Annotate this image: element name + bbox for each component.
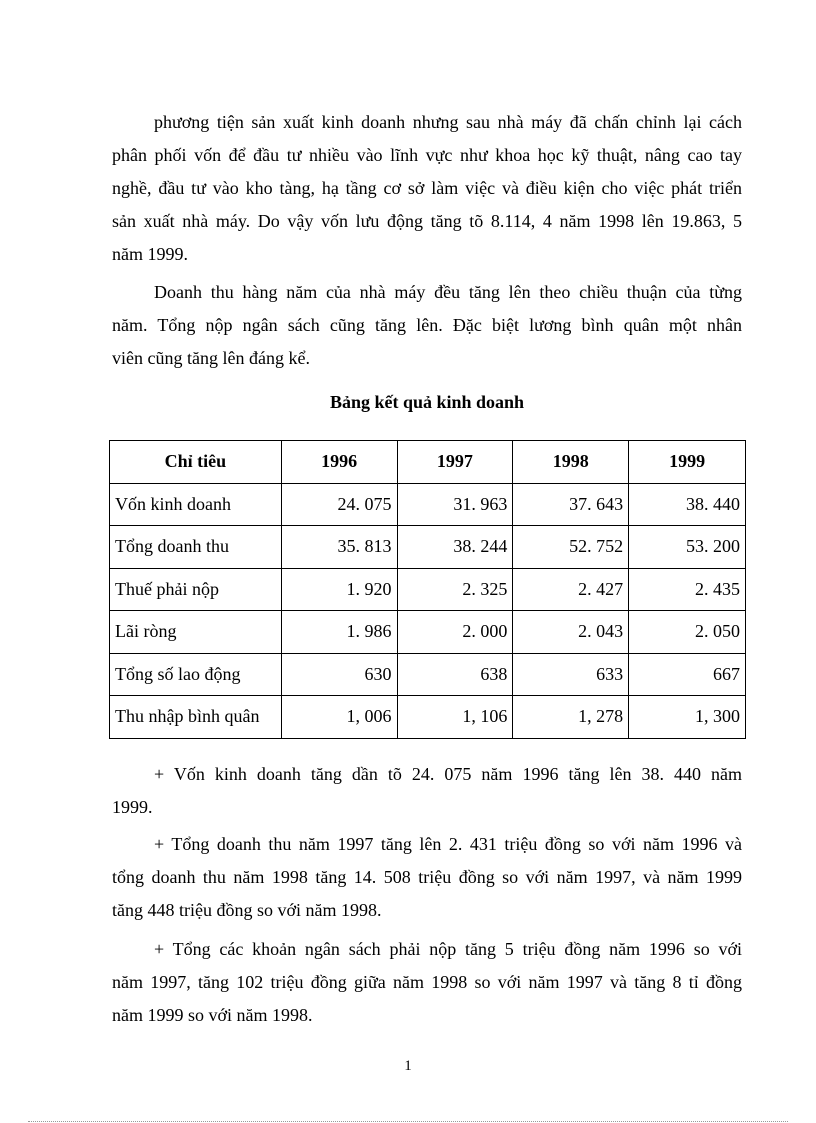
header-1999: 1999: [629, 441, 746, 484]
cell-value: 2. 427: [513, 568, 629, 611]
revenue-line-1: Doanh thu hàng năm của nhà máy đều tăng lên theo chiều thuận của từng: [154, 282, 742, 302]
cell-value: 53. 200: [629, 526, 746, 569]
cell-value: 2. 435: [629, 568, 746, 611]
note-2-line-1: + Tổng doanh thu năm 1997 tăng lên 2. 431 triệu đồng so với năm 1996 và: [154, 834, 742, 854]
note-3-line-2: năm 1997, tăng 102 triệu đồng giữa năm 1998 so với năm 1997 và tăng 8 tỉ đồng: [112, 972, 742, 992]
cell-value: 38. 440: [629, 483, 746, 526]
cell-value: 31. 963: [397, 483, 513, 526]
cell-value: 35. 813: [281, 526, 397, 569]
cell-value: 1, 006: [281, 696, 397, 739]
header-1997: 1997: [397, 441, 513, 484]
note-1-line-1: + Vốn kinh doanh tăng dần tõ 24. 075 năm 1996 tăng lên 38. 440 năm: [154, 764, 742, 784]
note-1-line-2: 1999.: [112, 797, 153, 817]
cell-value: 24. 075: [281, 483, 397, 526]
cell-value: 633: [513, 653, 629, 696]
note-capital: [112, 758, 742, 824]
header-indicator: Chỉ tiêu: [110, 441, 282, 484]
table-row: [110, 653, 746, 696]
table-row: [110, 611, 746, 654]
cell-value: 1, 106: [397, 696, 513, 739]
row-label: Lãi ròng: [110, 611, 282, 654]
page-number: 1: [404, 1058, 412, 1074]
note-budget: [112, 933, 742, 1032]
cell-value: 1. 920: [281, 568, 397, 611]
table-row: [110, 526, 746, 569]
cell-value: 667: [629, 653, 746, 696]
page-bottom-divider: [28, 1121, 788, 1122]
row-label: Tổng số lao động: [110, 653, 282, 696]
intro-line-5: năm 1999.: [112, 244, 188, 264]
revenue-line-2: năm. Tổng nộp ngân sách cũng tăng lên. Đặc biệt lương bình quân một nhân: [112, 315, 742, 335]
cell-value: 38. 244: [397, 526, 513, 569]
cell-value: 2. 050: [629, 611, 746, 654]
row-label: Tổng doanh thu: [110, 526, 282, 569]
revenue-paragraph: [112, 276, 742, 375]
note-revenue: [112, 828, 742, 927]
table-row: [110, 568, 746, 611]
note-2-line-2: tổng doanh thu năm 1998 tăng 14. 508 triệu đồng so với năm 1997, và năm 1999: [112, 867, 742, 887]
intro-line-1: phương tiện sản xuất kinh doanh nhưng sau nhà máy đã chấn chỉnh lại cách: [154, 112, 742, 132]
header-1996: 1996: [281, 441, 397, 484]
cell-value: 1, 300: [629, 696, 746, 739]
cell-value: 2. 325: [397, 568, 513, 611]
intro-paragraph: [112, 106, 742, 271]
business-results-table: [109, 440, 746, 739]
table-row: [110, 696, 746, 739]
cell-value: 1, 278: [513, 696, 629, 739]
cell-value: 37. 643: [513, 483, 629, 526]
cell-value: 2. 043: [513, 611, 629, 654]
note-3-line-1: + Tổng các khoản ngân sách phải nộp tăng 5 triệu đồng năm 1996 so với: [154, 939, 742, 959]
cell-value: 52. 752: [513, 526, 629, 569]
intro-line-4: sản xuất nhà máy. Do vậy vốn lưu động tăng tõ 8.114, 4 năm 1998 lên 19.863, 5: [112, 211, 742, 231]
cell-value: 1. 986: [281, 611, 397, 654]
row-label: Vốn kinh doanh: [110, 483, 282, 526]
cell-value: 638: [397, 653, 513, 696]
table-header-row: [110, 441, 746, 484]
header-1998: 1998: [513, 441, 629, 484]
intro-line-2: phân phối vốn để đầu tư nhiều vào lĩnh vực như khoa học kỹ thuật, nâng cao tay: [112, 145, 742, 165]
table-row: [110, 483, 746, 526]
intro-line-3: nghề, đầu tư vào kho tàng, hạ tầng cơ sở làm việc và điều kiện cho việc phát triển: [112, 178, 742, 198]
note-3-line-3: năm 1999 so với năm 1998.: [112, 1005, 313, 1025]
row-label: Thu nhập bình quân: [110, 696, 282, 739]
cell-value: 2. 000: [397, 611, 513, 654]
table-caption: Bảng kết quả kinh doanh: [329, 392, 525, 412]
note-2-line-3: tăng 448 triệu đồng so với năm 1998.: [112, 900, 382, 920]
cell-value: 630: [281, 653, 397, 696]
revenue-line-3: viên cũng tăng lên đáng kể.: [112, 348, 310, 368]
row-label: Thuế phải nộp: [110, 568, 282, 611]
